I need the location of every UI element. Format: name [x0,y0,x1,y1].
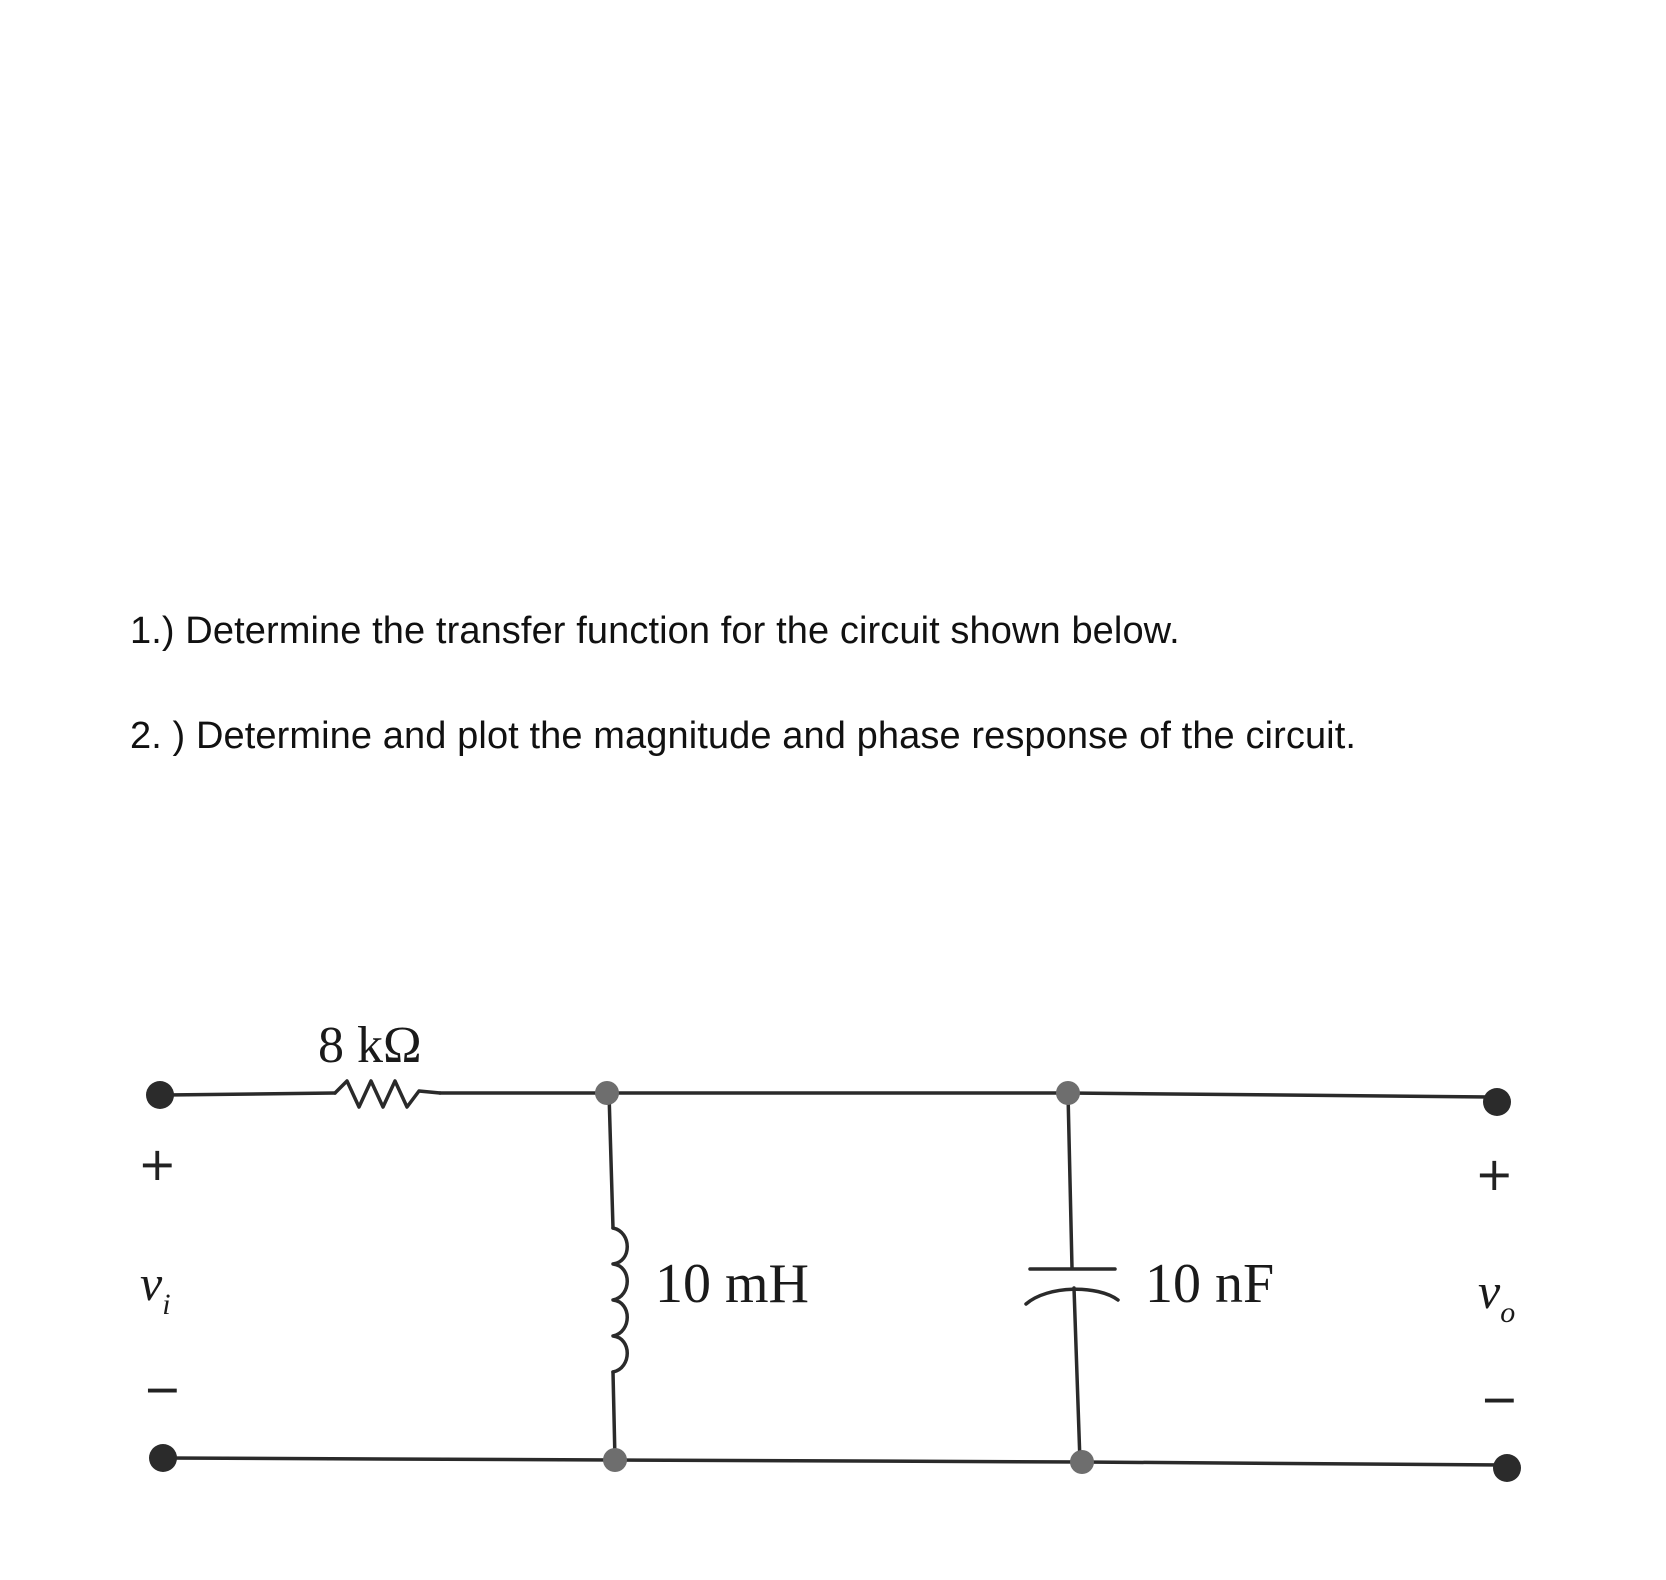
capacitor-label: 10 nF [1145,1253,1275,1315]
circuit-diagram [0,940,1666,1580]
resistor-label: 8 kΩ [318,1017,422,1074]
output-voltage-symbol: v [1478,1263,1501,1319]
capacitor-plate-bottom [1026,1289,1118,1304]
node-bottom-capacitor [1070,1450,1094,1474]
output-minus: − [1480,1372,1519,1426]
input-plus: + [138,1137,177,1191]
input-terminal-top [146,1081,174,1109]
output-terminal-top [1483,1088,1511,1116]
capacitor-wire-bottom [1074,1288,1080,1462]
input-voltage-label [140,1255,171,1321]
capacitor-wire-top [1068,1093,1072,1268]
inductor-label: 10 mH [655,1253,809,1315]
output-terminal-bottom [1493,1454,1521,1482]
bottom-wire [165,1458,1505,1465]
node-top-inductor [595,1081,619,1105]
inductor-10mh [613,1228,627,1372]
inductor-wire-top [609,1093,613,1228]
input-terminal-bottom [149,1444,177,1472]
question-1: 1.) Determine the transfer function for the circuit shown below. [130,610,1180,652]
top-wire-left [165,1093,335,1095]
inductor-wire-bottom [613,1372,615,1460]
output-voltage-label [1478,1263,1515,1329]
node-top-capacitor [1056,1081,1080,1105]
input-voltage-subscript: i [162,1288,171,1321]
input-minus: − [143,1362,182,1416]
output-voltage-subscript: o [1500,1296,1516,1329]
output-plus: + [1475,1147,1514,1201]
resistor-8k [335,1081,440,1107]
node-bottom-inductor [603,1448,627,1472]
question-2: 2. ) Determine and plot the magnitude and phase response of the circuit. [130,715,1357,757]
input-voltage-symbol: v [140,1255,163,1311]
